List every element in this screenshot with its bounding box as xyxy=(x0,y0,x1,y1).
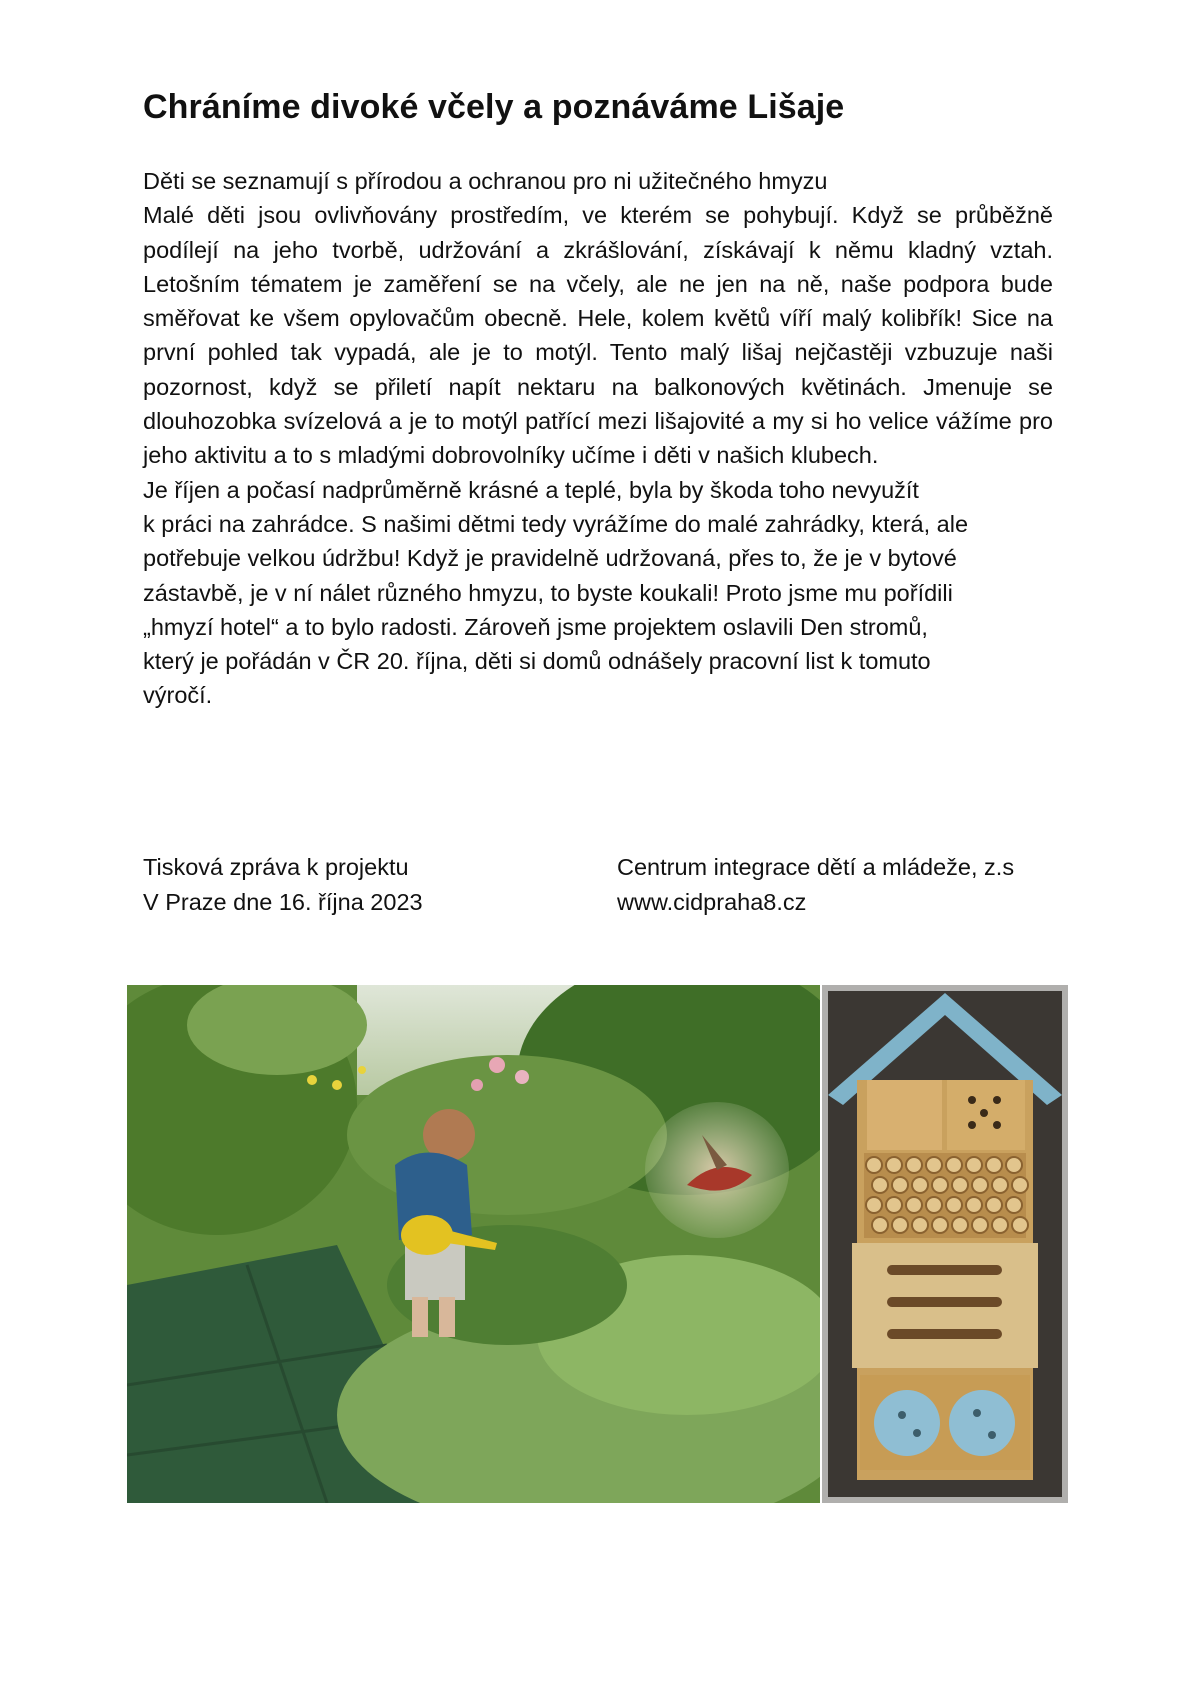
article-body xyxy=(143,164,1053,713)
bamboo-tube xyxy=(892,1177,908,1193)
paragraph-2-line: který je pořádán v ČR 20. října, děti si domů odnášely pracovní list k tomuto xyxy=(143,648,931,675)
bamboo-tube xyxy=(966,1197,982,1213)
bamboo-tube xyxy=(932,1177,948,1193)
bamboo-tube xyxy=(872,1177,888,1193)
bamboo-tube xyxy=(972,1217,988,1233)
footer-press-release: Tisková zpráva k projektu xyxy=(143,854,409,880)
bamboo-tube xyxy=(952,1177,968,1193)
insect-hotel-photo xyxy=(822,985,1068,1503)
bamboo-tube xyxy=(946,1157,962,1173)
bamboo-tube xyxy=(966,1157,982,1173)
bamboo-tube xyxy=(926,1157,942,1173)
bamboo-tube xyxy=(932,1217,948,1233)
lead-line: Děti se seznamují s přírodou a ochranou pro ni užitečného hmyzu xyxy=(143,168,828,194)
bamboo-tube xyxy=(906,1157,922,1173)
bamboo-tube xyxy=(952,1217,968,1233)
paragraph-2-line: „hmyzí hotel“ a to bylo radosti. Zároveň jsme projektem oslavili Den stromů, xyxy=(143,613,928,640)
footer-website-link[interactable]: www.cidpraha8.cz xyxy=(617,889,807,915)
bamboo-tube xyxy=(1012,1177,1028,1193)
bamboo-tube xyxy=(872,1217,888,1233)
paragraph-2-line: potřebuje velkou údržbu! Když je pravidelně udržovaná, přes to, že je v bytové xyxy=(143,545,957,572)
bamboo-tube xyxy=(992,1217,1008,1233)
bamboo-tube xyxy=(906,1197,922,1213)
paragraph-2-line: Je říjen a počasí nadprůměrně krásné a teplé, byla by škoda toho nevyužít xyxy=(143,476,919,503)
garden-photo xyxy=(127,985,820,1503)
paragraph-2-line: zástavbě, je v ní nálet různého hmyzu, to byste koukali! Proto jsme mu pořídili xyxy=(143,579,953,606)
footer-press-info xyxy=(143,850,423,920)
bamboo-tube xyxy=(912,1177,928,1193)
bamboo-tube xyxy=(986,1197,1002,1213)
bamboo-tube xyxy=(972,1177,988,1193)
bamboo-tube xyxy=(926,1197,942,1213)
footer-org-name: Centrum integrace dětí a mládeže, z.s xyxy=(617,854,1015,880)
bamboo-tube xyxy=(866,1157,882,1173)
garden-photo-illustration xyxy=(127,985,820,1503)
paragraph-2-line: výročí. xyxy=(143,682,213,709)
bamboo-tube xyxy=(1006,1197,1022,1213)
footer-organization xyxy=(617,850,1014,920)
bamboo-tube xyxy=(1012,1217,1028,1233)
paragraph-2-line: k práci na zahrádce. S našimi dětmi tedy vyrážíme do malé zahrádky, která, ale xyxy=(143,510,969,537)
bamboo-tube xyxy=(892,1217,908,1233)
bamboo-tube xyxy=(992,1177,1008,1193)
footer-date: V Praze dne 16. října 2023 xyxy=(143,889,423,915)
bamboo-tube xyxy=(886,1197,902,1213)
page-title: Chráníme divoké včely a poznáváme Lišaje xyxy=(143,88,845,126)
bamboo-tube xyxy=(1006,1157,1022,1173)
insect-hotel-illustration xyxy=(822,985,1068,1503)
paragraph-1: Malé děti jsou ovlivňovány prostředím, ve kterém se pohybují. Když se průběžně podílejí na jeho tvorbě, udržování a zkrášlování, získávají k němu kladný vztah. Letošním tématem je zaměření se na včely, ale ne jen na ně, naše podpora bude směřovat ke všem opylovačům obecně. Hele, kolem květů víří malý kolibřík! Sice na první pohled tak vypadá, ale je to motýl. Tento malý lišaj nejčastěji vzbuzuje naši pozornost, když se přiletí napít nektaru na balkonových květinách. Jmenuje se dlouhozobka svízelová a je to motýl patřící mezi lišajovité a my si ho velice vážíme pro jeho aktivitu a to s mladými dobrovolníky učíme i děti v našich klubech. xyxy=(143,202,1053,469)
bamboo-tube xyxy=(886,1157,902,1173)
bamboo-tube xyxy=(986,1157,1002,1173)
bamboo-tube xyxy=(912,1217,928,1233)
bamboo-tube xyxy=(866,1197,882,1213)
bamboo-tube xyxy=(946,1197,962,1213)
